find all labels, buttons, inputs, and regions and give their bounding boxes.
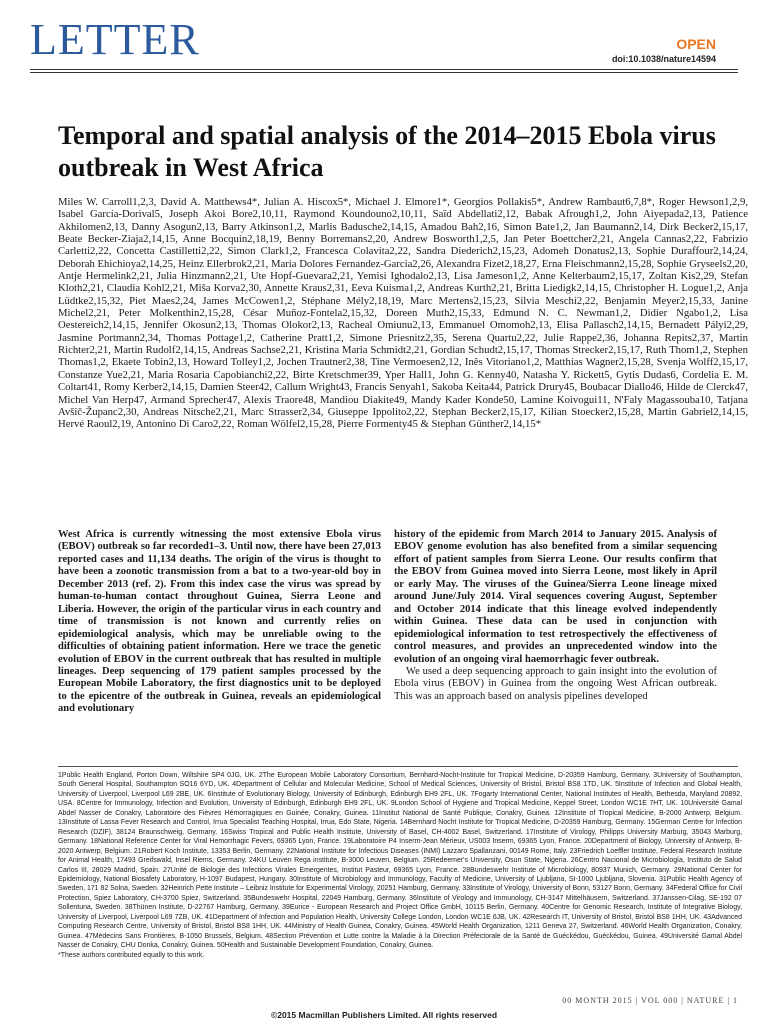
body-text: We used a deep sequencing approach to gain insight into the evolution of Ebola virus (EBOV) in Guinea from the ongoing West African outbreak. This was an approach based on analysis pipelines developed [394,665,717,702]
affiliations-text: 1Public Health England, Porton Down, Wiltshire SP4 0JG, UK. 2The European Mobile Laboratory Consortium, Bernhard-Nocht-Institute for Tropical Medicine, D-20359 Hamburg, Germany. 3University of Southampton, South General Hospital, Southampton SO16 6YD, UK. 4Department of Cellular and Molecular Medicine, School of Medical Sciences, University of Bristol, Bristol BS8 1TD, UK. 5Institute of Infection and Global Health, University of Liverpool, Liverpool L69 2BE, UK. 6Institute of Evolutionary Biology, University of Edinburgh, Edinburgh EH9 2FL, UK. 7Fogarty International Center, National Institutes of Health, Bethesda, Maryland 20892, USA. 8Centre for Immunology, Infection and Evolution, University of Edinburgh, Edinburgh EH9 2FL, UK. 9London School of Hygiene and Tropical Medicine, Keppel Street, London WC1E 7HT, UK. 10Université Gamal Abdel Nasser de Conakry, Laboratoire des Fièvres Hémorragiques en Guinée, Conakry, Guinea. 11Institut National de Santé Publique, Conakry, Guinea. 12Institute of Tropical Medicine, B-2000 Antwerp, Belgium. 13Institute of Lassa Fever Research and Control, Irrua Specialist Teaching Hospital, Irrua, Edo State, Nigeria. 14Bernhard Nocht Institute for Tropical Medicine, D-20359 Hamburg, Germany. 15German Centre for Infection Research (DZIF), 38124 Braunschweig, Germany. 16Swiss Tropical and Public Health Institute, University of Basel, CH-4002 Basel, Switzerland. 17Institute of Virology, Philipps University Marburg, 35043 Marburg, Germany. 18National Reference Center for Viral Hemorrhagic Fevers, 69365 Lyon, France. 19Laboratoire P4 Inserm-Jean Mérieux, US003 Inserm, 69365 Lyon, France. 20Department of Biology, University of Antwerp, B-2020 Antwerp, Belgium. 21Robert Koch Institute, 13353 Berlin, Germany. 22National Institute for Infectious Diseases (INMI) Lazzaro Spallanzani, 00149 Rome, Italy. 23Friedrich Loeffler Institute, Federal Research Institute for Animal Health, 17493 Greifswald, Insel Riems, Germany. 24KU Leuven Rega institute, B-3000 Leuven, Belgium. 25Redeemer's University, Osun State, Nigeria. 26Centro Nacional de Microbiología, Instituto de Salud Carlos III, 28029 Madrid, Spain. 27Unité de Biologie des Infections Virales Emergentes, Institut Pasteur, 69365 Lyon, France. 28Bundeswehr Institute of Microbiology, 80937 Munich, Germany. 29National Center for Epidemiology, National Biosafety Laboratory, H-1097 Budapest, Hungary. 30Institute of Microbiology and Immunology, Faculty of Medicine, University of Ljubljana, SI-1000 Ljubljana, Slovenia. 31Public Health Agency of Sweden, 171 82 Solna, Sweden. 32Heinrich Pette Institute – Leibniz Institute for Experimental Virology, 20251 Hamburg, Germany. 33Institute of Virology, University of Bonn, 53127 Bonn, Germany. 34Federal Office for Civil Protection, Spiez Laboratory, CH-3700 Spiez, Switzerland. 35Bundeswehr Hospital, 22049 Hamburg, Germany. 36Institute of Virology and Immunology, CH-3147 Mittelhäusern, Switzerland. 37Janssen-Cilag, SE-192 07 Sollentuna, Sweden. 38Thünen Institute, D-22767 Hamburg, Germany. 39Eurice - European Research and Project Office GmbH, 10115 Berlin, Germany. 40Centre for Genomic Research, Institute of Integrative Biology, University of Liverpool, Liverpool L69 7ZB, UK. 41Department of Infection and Population Health, University College London, London WC1E 6JB, UK. 42Research IT, University of Bristol, Bristol BS8 1HH, UK. 43Advanced Computing Research Centre, University of Bristol, Bristol BS8 1HH, UK. 44Ministry of Health Guinea, Conakry, Guinea. 45World Health Organization, 1211 Geneva 27, Switzerland. 46World Health Organization, Conakry, Guinea. 47Médecins Sans Frontières, B-1050 Brussels, Belgium. 48Section Prévention et Lutte contre la Maladie à la Direction Préfectorale de la Santé de Guéckédou, Guéckédou, Guinea. 49Université Gamal Abdel Nasser de Conakry, CHU Donka, Conakry, Guinea. 50Health and Sustainable Development Foundation, Conakry, Guinea. [58,772,742,950]
copyright-notice: ©2015 Macmillan Publishers Limited. All rights reserved [270,1010,498,1020]
issue-footer: 00 MONTH 2015 | VOL 000 | NATURE | 1 [562,996,738,1005]
abstract-continuation: history of the epidemic from March 2014 to January 2015. Analysis of EBOV genome evolution has also benefited from a similar sequencing effort of patient samples from Sierra Leone. Our results confirm that the EBOV from Guinea moved into Sierra Leone, most likely in April or early May. The viruses of the Guinea/Sierra Leone lineage mixed around June/July 2014. Viral sequences covering August, September and October 2014 indicate that this lineage evolved independently within Guinea. These data can be used in conjunction with epidemiological information to test retrospectively the effectiveness of control measures, and provides an unprecedented window into the evolution of an ongoing viral haemorrhagic fever outbreak. [394,529,717,665]
article-title: Temporal and spatial analysis of the 2014–2015 Ebola virus outbreak in West Africa [58,121,716,182]
affiliations-rule [58,766,738,767]
open-access-badge: OPEN [676,36,716,52]
section-label: LETTER [30,15,200,64]
author-list: Miles W. Carroll1,2,3, David A. Matthews4*, Julian A. Hiscox5*, Michael J. Elmore1*, Georgios Pollakis5*, Andrew Rambaut6,7,8*, Roger Hewson1,2,9, Isabel García-Dorival5, Joseph Akoi Bore2,10,11, Raymond Koundouno2,10,11, Saïd Abdellati2,12, Babak Afrough1,2, John Aiyepada2,13, Patience Akhilomen2,13, Danny Asogun2,13, Barry Atkinson1,2, Marlis Badusche2,14,15, Amadou Bah2,16, Simon Bate1,2, Jan Baumann2,14, Dirk Becker2,15,17, Beate Becker-Ziaja2,14,15, Anne Bocquin2,18,19, Benny Borremans2,20, Andrew Bosworth1,2,5, Jan Peter Boettcher2,21, Angela Cannas2,22, Fabrizio Carletti2,22, Concetta Castilletti2,22, Simon Clark1,2, Francesca Colavita2,22, Sandra Diederich2,15,23, Adomeh Donatus2,13, Sophie Duraffour2,14,24, Deborah Ehichioya2,14,25, Heinz Ellerbrok2,21, Maria Dolores Fernandez-Garcia2,26, Alexandra Fizet2,18,27, Erna Fleischmann2,15,28, Sophie Gryseels2,20, Antje Hermelink2,21, Julia Hinzmann2,21, Ute Hopf-Guevara2,21, Yemisi Ighodalo2,13, Lisa Jameson1,2, Anne Kelterbaum2,15,17, Zoltan Kis2,29, Stefan Kloth2,21, Claudia Kohl2,21, Miša Korva2,30, Annette Kraus2,31, Eeva Kuisma1,2, Andreas Kurth2,21, Britta Liedigk2,14,15, Christopher H. Logue1,2, Anja Lüdtke2,15,32, Piet Maes2,24, James McCowen1,2, Stéphane Mély2,18,19, Marc Mertens2,15,23, Silvia Meschi2,22, Benjamin Meyer2,15,33, Janine Michel2,21, Peter Molkenthin2,15,28, César Muñoz-Fontela2,15,32, Doreen Muth2,15,33, Edmund N. C. Newman1,2, Didier Ngabo1,2, Lisa Oestereich2,14,15, Jennifer Okosun2,13, Thomas Olokor2,13, Racheal Omiunu2,13, Emmanuel Omomoh2,13, Elisa Pallasch2,14,15, Bernadett Pályi2,29, Jasmine Portmann2,34, Thomas Pottage1,2, Catherine Pratt1,2, Simone Priesnitz2,35, Serena Quartu2,22, Julie Rappe2,36, Johanna Repits2,37, Martin Richter2,21, Martin Rudolf2,14,15, Andreas Sachse2,21, Kristina Maria Schmidt2,21, Gordian Schudt2,15,17, Thomas Strecker2,15,17, Ruth Thom1,2, Stephen Thomas1,2, Ekaete Tobin2,13, Howard Tolley1,2, Jochen Trautner2,38, Tine Vermoesen2,12, Inês Vitoriano1,2, Matthias Wagner2,15,28, Svenja Wolff2,15,17, Constanze Yue2,21, Maria Rosaria Capobianchi2,22, Birte Kretschmer39, Yper Hall1, John G. Kenny40, Natasha Y. Rickett5, Gytis Dudas6, Cordelia E. M. Coltart41, Romy Kerber2,14,15, Damien Steer42, Callum Wright43, Francis Senyah1, Sakoba Keita44, Patrick Drury45, Boubacar Diallo46, Hilde de Clerck47, Michel Van Herp47, Armand Sprecher47, Alexis Traore48, Mandiou Diakite49, Mandy Kader Konde50, Lamine Koivogui11, N'Faly Magassouba10, Tatjana Avšič-Županc2,30, Andreas Nitsche2,21, Marc Strasser2,34, Giuseppe Ippolito2,22, Stephan Becker2,15,17, Kilian Stoecker2,15,28, Martin Gabriel2,14,15, Hervé Raoul2,19, Antonino Di Caro2,22, Roman Wölfel2,15,28, Pierre Formenty45 & Stephan Günther2,14,15* [58,196,748,431]
doi-link[interactable]: doi:10.1038/nature14594 [611,54,716,64]
affiliations [58,771,742,960]
right-column [394,529,717,703]
equal-contribution-note: *These authors contributed equally to this work. [58,951,205,959]
abstract-left-column: West Africa is currently witnessing the most extensive Ebola virus (EBOV) outbreak so far recorded1–3. Until now, there have been 27,013 reported cases and 11,134 deaths. The origin of the virus is thought to have been a zoonotic transmission from a bat to a two-year-old boy in December 2013 (ref. 2). From this index case the virus was spread by human-to-human contact throughout Guinea, Sierra Leone and Liberia. However, the origin of the particular virus in each country and time of transmission is not known and currently relies on epidemiological analysis, which may be unreliable owing to the difficulties of obtaining patient information. Here we trace the genetic evolution of EBOV in the current outbreak that has resulted in multiple lineages. Deep sequencing of 179 patient samples processed by the European Mobile Laboratory, the first diagnostics unit to be deployed to the epicentre of the outbreak in Guinea, reveals an epidemiological and evolutionary [58,529,381,715]
header-rule-top [30,69,738,70]
header-rule-bottom [30,72,738,73]
